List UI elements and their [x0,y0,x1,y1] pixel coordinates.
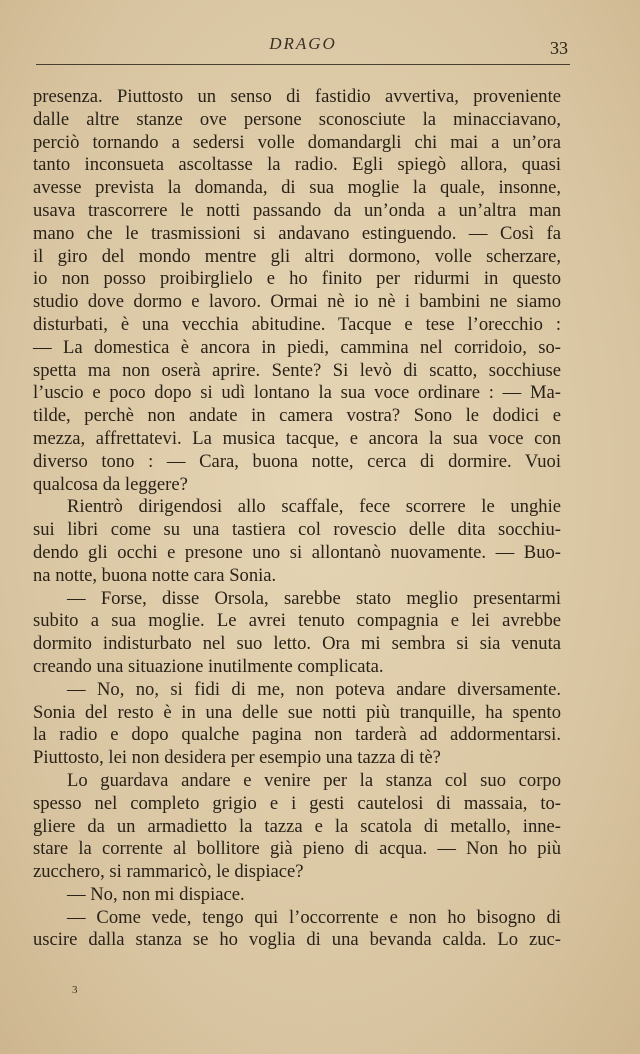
text-line: l’uscio e poco dopo si udì lontano la sua voce ordinare : — Ma- [33,382,561,404]
text-line: — No, non mi dispiace. [67,883,245,905]
text-line: uscire dalla stanza se ho voglia di una bevanda calda. Lo zuc- [33,929,561,951]
text-line: Lo guardava andare e venire per la stanza col suo corpo [67,769,561,791]
text-line: perciò tornando a sedersi volle domandargli chi mai a un’ora [33,131,561,153]
page-number: 33 [550,38,568,58]
text-line: disturbati, è una vecchia abitudine. Tacque e tese l’orecchio : [33,313,561,335]
page-header [36,30,570,65]
text-line: gliere da un armadietto la tazza e la scatola di metallo, inne- [33,815,561,837]
text-line: spetta ma non oserà aprire. Sente? Si levò di scatto, socchiuse [33,359,561,381]
text-line: tilde, perchè non andate in camera vostra? Sono le dodici e [33,405,561,427]
text-line: na notte, buona notte cara Sonia. [33,564,277,586]
text-line: Piuttosto, lei non desidera per esempio una tazza di tè? [33,747,441,769]
text-line: Rientrò dirigendosi allo scaffale, fece scorrere le unghie [67,496,561,518]
text-line: presenza. Piuttosto un senso di fastidio avvertiva, proveniente [33,86,561,107]
text-line: dalle altre stanze ove persone sconosciute la minacciavano, [33,108,561,130]
text-line: zucchero, si rammaricò, le dispiace? [33,861,304,883]
text-line: — Forse, disse Orsola, sarebbe stato meglio presentarmi [67,587,561,609]
text-line: mano che le trasmissioni si andavano estinguendo. — Così fa [33,222,561,244]
text-line: mezza, affrettatevi. La musica tacque, e ancora la sua voce con [33,427,561,449]
text-line: — La domestica è ancora in piedi, cammina nel corridoio, so- [33,336,561,358]
text-line: stare la corrente al bollitore già pieno di acqua. — Non ho più [33,838,561,860]
running-title: DRAGO [269,34,337,53]
body-text [33,86,561,952]
text-line: creando una situazione inutilmente complicata. [33,655,384,677]
text-line: — Come vede, tengo qui l’occorrente e non ho bisogno di [67,906,561,928]
text-line: studio dove dormo e lavoro. Ormai nè io nè i bambini ne siamo [33,291,561,313]
text-line: la radio e dopo qualche pagina non tarderà ad addormentarsi. [33,724,561,746]
text-line: — No, no, si fidi di me, non poteva andare diversamente. [67,678,561,700]
text-line: sui libri come su una tastiera col rovescio delle dita socchiu- [33,519,561,541]
text-line: il giro del mondo mentre gli altri dormono, volle scherzare, [33,245,561,267]
text-line: qualcosa da leggere? [33,473,188,495]
text-line: dendo gli occhi e presone uno si allontanò nuovamente. — Buo- [33,541,561,563]
text-line: usava trascorrere le notti passando da un’onda a un’altra man [33,199,561,221]
text-line: subito a sua moglie. Le avrei tenuto compagnia e lei avrebbe [33,610,561,632]
text-line: spesso nel completo grigio e i gesti cautelosi di massaia, to- [33,792,561,814]
text-line: tanto inconsueta ascoltasse la radio. Egli spiegò allora, quasi [33,154,561,176]
text-line: io non posso proibirglielo e ho finito per ridurmi in questo [33,268,561,290]
text-line: Sonia del resto è in una delle sue notti più tranquille, ha spento [33,701,561,723]
text-line: diverso tono : — Cara, buona notte, cerca di dormire. Vuoi [33,450,561,472]
signature-mark: 3 [72,984,78,996]
text-line: avesse prevista la domanda, di sua moglie la quale, insonne, [33,177,561,199]
text-line: dormito indisturbato nel suo letto. Ora mi sembra si sia venuta [33,633,561,655]
